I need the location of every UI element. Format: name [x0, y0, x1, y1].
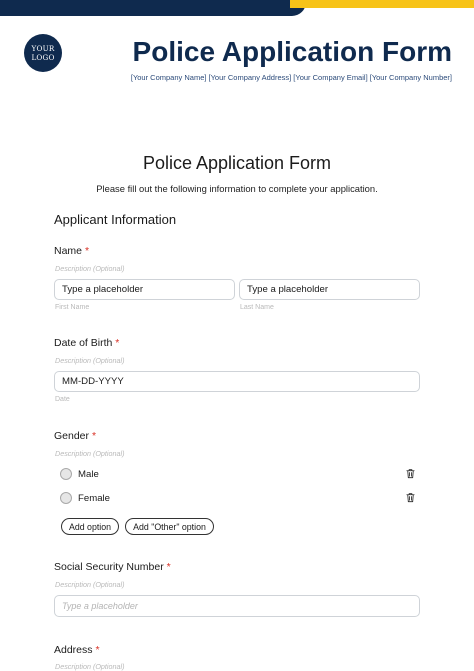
trash-icon[interactable]	[405, 492, 416, 503]
ssn-input[interactable]: Type a placeholder	[54, 595, 420, 617]
required-marker: *	[115, 337, 120, 349]
required-marker: *	[91, 430, 97, 442]
section-title: Applicant Information	[54, 212, 177, 227]
dob-input[interactable]: MM-DD-YYYY	[54, 371, 420, 392]
gender-option-female[interactable]	[60, 492, 110, 504]
radio-circle-icon[interactable]	[60, 492, 72, 504]
address-label	[54, 644, 100, 656]
dob-label-text: Date of Birth	[54, 337, 113, 349]
required-marker: *	[166, 561, 171, 573]
trash-icon[interactable]	[405, 468, 416, 479]
header-yellow-bar	[290, 0, 474, 8]
option-label: Male	[78, 468, 99, 480]
ssn-label-text: Social Security Number	[54, 561, 164, 573]
form-intro: Please fill out the following information to complete your application.	[96, 183, 378, 194]
radio-circle-icon[interactable]	[60, 468, 72, 480]
dob-description[interactable]: Description (Optional)	[55, 356, 125, 365]
name-label-text: Name	[54, 245, 83, 257]
option-label: Female	[78, 492, 110, 504]
address-description[interactable]: Description (Optional)	[55, 662, 125, 671]
first-name-sublabel: First Name	[55, 304, 90, 311]
logo-line-1: YOUR	[31, 44, 55, 53]
gender-description[interactable]: Description (Optional)	[55, 449, 125, 458]
dob-label	[54, 337, 119, 349]
ssn-label	[54, 561, 171, 573]
header-title: Police Application Form	[132, 36, 452, 67]
gender-option-male[interactable]	[60, 468, 99, 480]
company-logo	[24, 34, 62, 72]
dob-sublabel: Date	[55, 396, 70, 403]
add-option-button[interactable]: Add option	[61, 518, 119, 535]
name-description[interactable]: Description (Optional)	[55, 264, 125, 273]
company-info: [Your Company Name] [Your Company Address] [Your Company Email] [Your Company Number]	[130, 73, 452, 82]
header-navy-bar	[0, 0, 306, 16]
gender-label-text: Gender	[54, 430, 90, 442]
address-label-text: Address	[54, 644, 93, 656]
last-name-input[interactable]: Type a placeholder	[239, 279, 420, 300]
add-other-option-button[interactable]: Add "Other" option	[125, 518, 214, 535]
logo-line-2: LOGO	[31, 53, 55, 62]
ssn-description[interactable]: Description (Optional)	[55, 580, 125, 589]
required-marker: *	[95, 644, 100, 656]
required-marker: *	[84, 245, 90, 257]
gender-label	[54, 430, 96, 442]
last-name-sublabel: Last Name	[240, 304, 274, 311]
name-label	[54, 245, 89, 257]
first-name-input[interactable]: Type a placeholder	[54, 279, 235, 300]
form-title: Police Application Form	[142, 153, 332, 173]
